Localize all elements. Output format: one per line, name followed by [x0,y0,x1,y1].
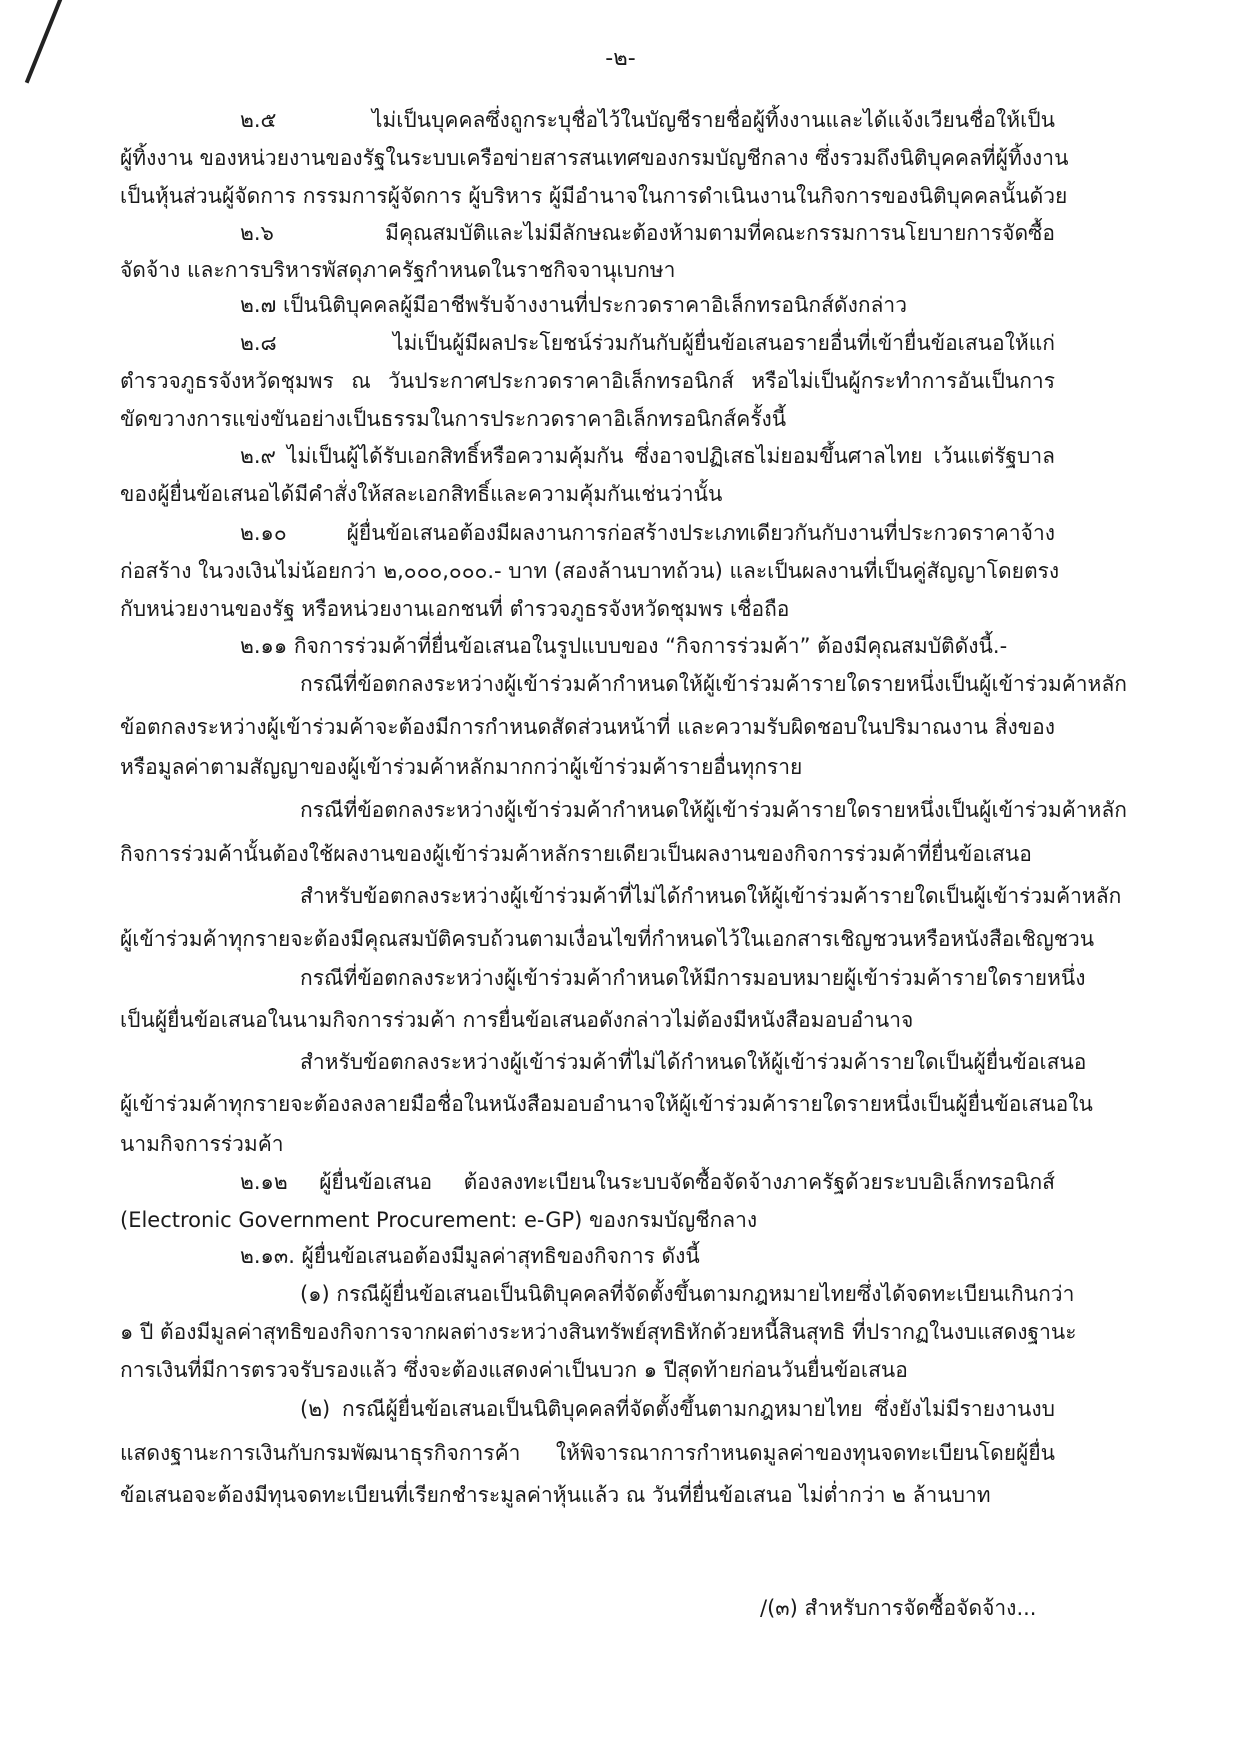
clause-2-13-heading: ๒.๑๓. ผู้ยื่นข้อเสนอต้องมีมูลค่าสุทธิของกิจการ ดังนี้ [240,1244,700,1268]
clause-2-9-line-1: ๒.๙ ไม่เป็นผู้ได้รับเอกสิทธิ์หรือความคุ้มกัน ซึ่งอาจปฏิเสธไม่ยอมขึ้นศาลไทย เว้นแต่รัฐบาล [240,444,1055,468]
clause-2-11-case-2-line-2: กิจการร่วมค้านั้นต้องใช้ผลงานของผู้เข้าร่วมค้าหลักรายเดียวเป็นผลงานของกิจการร่วมค้าที่ยื่นข้อเสนอ [120,842,1032,866]
clause-2-9-line-2: ของผู้ยื่นข้อเสนอได้มีคำสั่งให้สละเอกสิทธิ์และความคุ้มกันเช่นว่านั้น [120,482,723,506]
clause-2-11-case-5-line-3: นามกิจการร่วมค้า [120,1132,284,1156]
clause-2-11-case-4-line-2: เป็นผู้ยื่นข้อเสนอในนามกิจการร่วมค้า การยื่นข้อเสนอดังกล่าวไม่ต้องมีหนังสือมอบอำนาจ [120,1008,914,1032]
clause-2-6-line-1: ๒.๖ มีคุณสมบัติและไม่มีลักษณะต้องห้ามตามที่คณะกรรมการนโยบายการจัดซื้อ [240,221,1055,245]
clause-2-5-line-3: เป็นหุ้นส่วนผู้จัดการ กรรมการผู้จัดการ ผู้บริหาร ผู้มีอำนาจในการดำเนินงานในกิจการของนิติบุคคลนั้นด้วย [120,184,1068,208]
clause-2-10-line-1: ๒.๑๐ ผู้ยื่นข้อเสนอต้องมีผลงานการก่อสร้างประเภทเดียวกันกับงานที่ประกวดราคาจ้าง [240,521,1055,545]
clause-2-12-line-2: (Electronic Government Procurement: e-GP) ของกรมบัญชีกลาง [120,1208,758,1232]
clause-2-6-line-2: จัดจ้าง และการบริหารพัสดุภาครัฐกำหนดในราชกิจจานุเบกษา [120,258,676,282]
clause-2-12-line-1: ๒.๑๒ ผู้ยื่นข้อเสนอ ต้องลงทะเบียนในระบบจัดซื้อจัดจ้างภาครัฐด้วยระบบอิเล็กทรอนิกส์ [240,1170,1055,1194]
clause-2-11-case-5-line-2: ผู้เข้าร่วมค้าทุกรายจะต้องลงลายมือชื่อในหนังสือมอบอำนาจให้ผู้เข้าร่วมค้ารายใดรายหนึ่งเป็นผู้ยื่นข้อเสนอใน [120,1092,1093,1116]
clause-2-13-item-1-line-3: การเงินที่มีการตรวจรับรองแล้ว ซึ่งจะต้องแสดงค่าเป็นบวก ๑ ปีสุดท้ายก่อนวันยื่นข้อเสนอ [120,1358,908,1382]
clause-2-8-line-3: ขัดขวางการแข่งขันอย่างเป็นธรรมในการประกวดราคาอิเล็กทรอนิกส์ครั้งนี้ [120,407,787,431]
clause-2-11-case-5-line-1: สำหรับข้อตกลงระหว่างผู้เข้าร่วมค้าที่ไม่ได้กำหนดให้ผู้เข้าร่วมค้ารายใดเป็นผู้ยื่นข้อเสนอ [300,1050,1087,1074]
clause-2-13-item-2-line-2: แสดงฐานะการเงินกับกรมพัฒนาธุรกิจการค้า ให้พิจารณาการกำหนดมูลค่าของทุนจดทะเบียนโดยผู้ยื่น [120,1441,1055,1465]
clause-2-5-line-1: ๒.๕ ไม่เป็นบุคคลซึ่งถูกระบุชื่อไว้ในบัญชีรายชื่อผู้ทิ้งงานและได้แจ้งเวียนชื่อให้เป็น [240,108,1055,132]
continuation-note: /(๓) สำหรับการจัดซื้อจัดจ้าง... [760,1596,1037,1620]
clause-2-11-case-1-line-1: กรณีที่ข้อตกลงระหว่างผู้เข้าร่วมค้ากำหนดให้ผู้เข้าร่วมค้ารายใดรายหนึ่งเป็นผู้เข้าร่วมค้าหลัก [300,672,1127,696]
clause-2-13-item-2-line-1: (๒) กรณีผู้ยื่นข้อเสนอเป็นนิติบุคคลที่จัดตั้งขึ้นตามกฎหมายไทย ซึ่งยังไม่มีรายงานงบ [300,1397,1055,1421]
clause-2-11-case-2-line-1: กรณีที่ข้อตกลงระหว่างผู้เข้าร่วมค้ากำหนดให้ผู้เข้าร่วมค้ารายใดรายหนึ่งเป็นผู้เข้าร่วมค้าหลัก [300,798,1127,822]
clause-2-13-item-2-line-3: ข้อเสนอจะต้องมีทุนจดทะเบียนที่เรียกชำระมูลค่าหุ้นแล้ว ณ วันที่ยื่นข้อเสนอ ไม่ต่ำกว่า ๒ ล้านบาท [120,1483,991,1507]
clause-2-10-line-3: กับหน่วยงานของรัฐ หรือหน่วยงานเอกชนที่ ตำรวจภูธรจังหวัดชุมพร เชื่อถือ [120,597,790,621]
clause-2-11-case-3-line-1: สำหรับข้อตกลงระหว่างผู้เข้าร่วมค้าที่ไม่ได้กำหนดให้ผู้เข้าร่วมค้ารายใดเป็นผู้เข้าร่วมค้าหลัก [300,884,1122,908]
clause-2-11-case-3-line-2: ผู้เข้าร่วมค้าทุกรายจะต้องมีคุณสมบัติครบถ้วนตามเงื่อนไขที่กำหนดไว้ในเอกสารเชิญชวนหรือหนังสือเชิญชวน [120,927,1095,951]
clause-2-8-line-1: ๒.๘ ไม่เป็นผู้มีผลประโยชน์ร่วมกันกับผู้ยื่นข้อเสนอรายอื่นที่เข้ายื่นข้อเสนอให้แก่ [240,331,1055,355]
clause-2-13-item-1-line-2: ๑ ปี ต้องมีมูลค่าสุทธิของกิจการจากผลต่างระหว่างสินทรัพย์สุทธิหักด้วยหนี้สินสุทธิ ที่ปรากฏในงบแสดงฐานะ [120,1320,1077,1344]
clause-2-11-case-4-line-1: กรณีที่ข้อตกลงระหว่างผู้เข้าร่วมค้ากำหนดให้มีการมอบหมายผู้เข้าร่วมค้ารายใดรายหนึ่ง [300,966,1086,990]
clause-2-7: ๒.๗ เป็นนิติบุคคลผู้มีอาชีพรับจ้างงานที่ประกวดราคาอิเล็กทรอนิกส์ดังกล่าว [240,293,907,317]
clause-2-13-item-1-line-1: (๑) กรณีผู้ยื่นข้อเสนอเป็นนิติบุคคลที่จัดตั้งขึ้นตามกฎหมายไทยซึ่งได้จดทะเบียนเกินกว่า [300,1282,1075,1306]
page-number: -๒- [605,46,636,71]
clause-2-5-line-2: ผู้ทิ้งงาน ของหน่วยงานของรัฐในระบบเครือข่ายสารสนเทศของกรมบัญชีกลาง ซึ่งรวมถึงนิติบุคคลที่ผู้ทิ้งงาน [120,146,1069,170]
clause-2-10-line-2: ก่อสร้าง ในวงเงินไม่น้อยกว่า ๒,๐๐๐,๐๐๐.- บาท (สองล้านบาทถ้วน) และเป็นผลงานที่เป็นคู่สัญญาโดยตรง [120,559,1060,583]
clause-2-11-case-1-line-2: ข้อตกลงระหว่างผู้เข้าร่วมค้าจะต้องมีการกำหนดสัดส่วนหน้าที่ และความรับผิดชอบในปริมาณงาน สิ่งของ [120,715,1055,739]
clause-2-11-case-1-line-3: หรือมูลค่าตามสัญญาของผู้เข้าร่วมค้าหลักมากกว่าผู้เข้าร่วมค้ารายอื่นทุกราย [120,755,803,779]
clause-2-11-heading: ๒.๑๑ กิจการร่วมค้าที่ยื่นข้อเสนอในรูปแบบของ “กิจการร่วมค้า” ต้องมีคุณสมบัติดังนี้.- [240,634,1008,658]
clause-2-8-line-2: ตำรวจภูธรจังหวัดชุมพร ณ วันประกาศประกวดราคาอิเล็กทรอนิกส์ หรือไม่เป็นผู้กระทำการอันเป็นการ [120,369,1055,393]
